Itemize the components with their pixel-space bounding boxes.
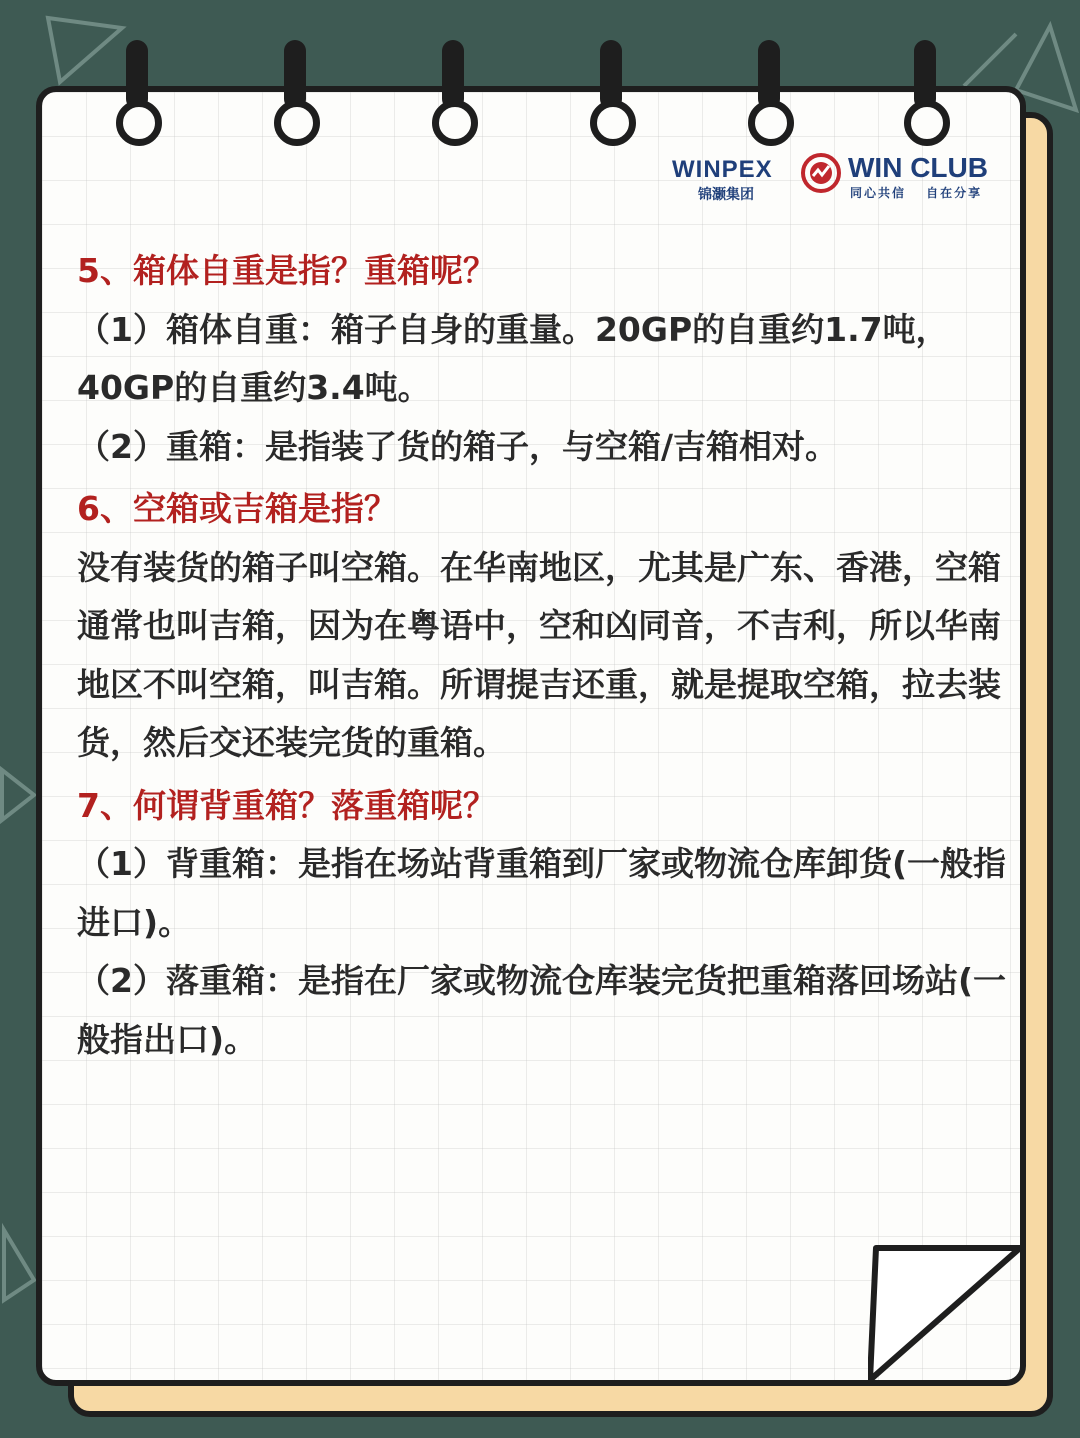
triangle-decor-top-left xyxy=(40,10,130,90)
winclub-slogan: 同心共信 自在分享 xyxy=(850,186,983,200)
winclub-logo: WIN CLUB xyxy=(848,152,988,183)
winpex-chinese-name: 锦灏集团 xyxy=(698,187,754,203)
binder-ring xyxy=(906,40,946,150)
brand-logos xyxy=(672,150,1012,210)
section-text: （1）背重箱：是指在场站背重箱到厂家或物流仓库卸货(一般指进口)。 xyxy=(77,844,1007,942)
faq-content xyxy=(77,238,1017,1069)
winpex-logo: WINPEX xyxy=(672,156,773,183)
section-text: （1）箱体自重：箱子自身的重量。20GP的自重约1.7吨，40GP的自重约3.4吨。 xyxy=(77,309,949,407)
section-text: （2）落重箱：是指在厂家或物流仓库装完货把重箱落回场站(一般指出口)。 xyxy=(77,961,1007,1059)
line-decor-top xyxy=(960,30,1020,90)
binder-ring xyxy=(592,40,632,150)
triangle-decor-bottom-left xyxy=(0,1220,40,1310)
winclub-emblem-icon xyxy=(800,152,842,194)
binder-ring xyxy=(750,40,790,150)
section-heading: 6、空箱或吉箱是指？ xyxy=(77,489,397,528)
triangle-decor-left xyxy=(0,760,40,830)
section-text: （2）重箱：是指装了货的箱子，与空箱/吉箱相对。 xyxy=(77,426,839,466)
binder-ring xyxy=(276,40,316,150)
page-curl-corner xyxy=(868,1240,1028,1390)
section-heading: 5、箱体自重是指？重箱呢？ xyxy=(77,251,496,290)
section-text: 没有装货的箱子叫空箱。在华南地区，尤其是广东、香港，空箱通常也叫吉箱，因为在粤语中，空和凶同音，不吉利，所以华南地区不叫空箱，叫吉箱。所谓提吉还重，就是提取空箱，拉去装货，然后交还装完货的重箱。 xyxy=(77,547,1001,762)
binder-ring xyxy=(118,40,158,150)
section-heading: 7、何谓背重箱？落重箱呢？ xyxy=(77,785,496,825)
binder-ring xyxy=(434,40,474,150)
